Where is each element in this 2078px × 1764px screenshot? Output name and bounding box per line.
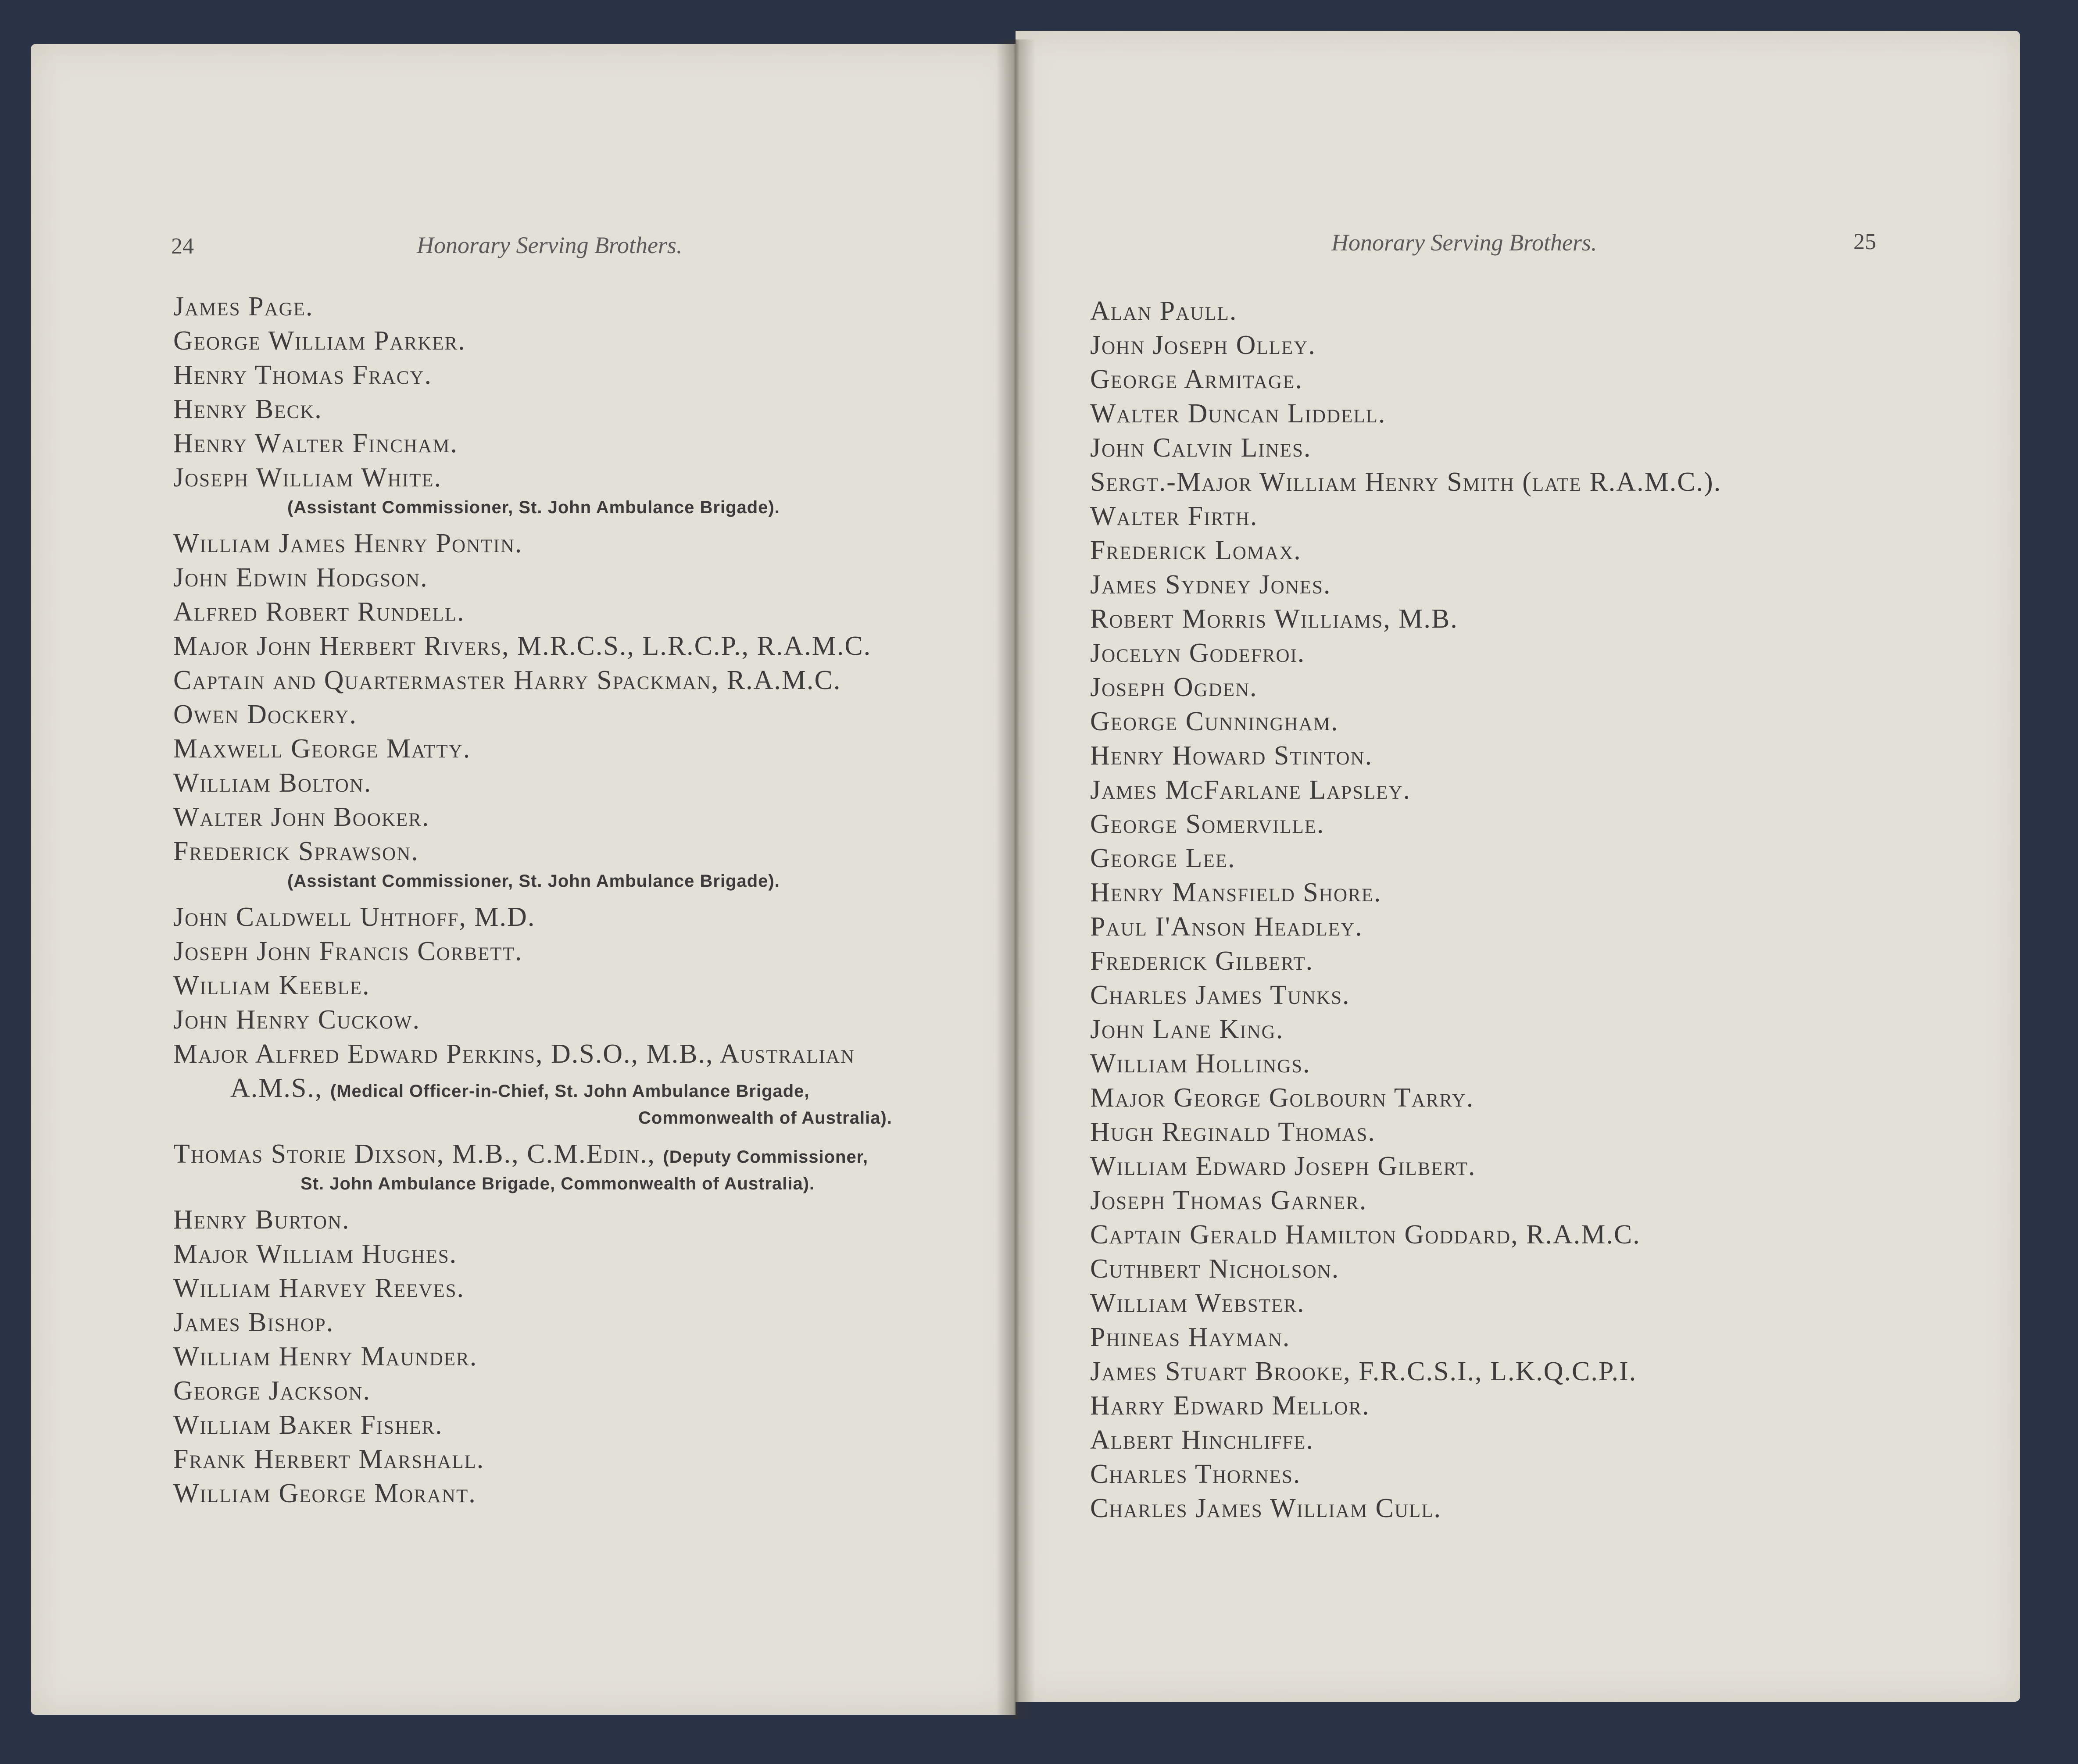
list-item: Alan Paull.	[1090, 296, 1238, 326]
list-item: Maxwell George Matty.	[173, 734, 471, 764]
list-item: George Somerville.	[1090, 809, 1325, 839]
list-item: George William Parker.	[173, 326, 466, 356]
list-item: Frank Herbert Marshall.	[173, 1444, 485, 1474]
running-head: Honorary Serving Brothers.	[1331, 229, 1597, 256]
list-item: William Hollings.	[1090, 1049, 1311, 1078]
list-item: Henry Beck.	[173, 394, 322, 424]
list-item: William Bolton.	[173, 768, 372, 798]
appointment-note: (Assistant Commissioner, St. John Ambulance Brigade).	[287, 871, 780, 891]
list-item: Phineas Hayman.	[1090, 1322, 1291, 1352]
list-item: John Edwin Hodgson.	[173, 563, 428, 593]
list-item: Henry Walter Fincham.	[173, 429, 458, 458]
list-item: John Joseph Olley.	[1090, 330, 1316, 360]
list-item: Henry Thomas Fracy.	[173, 360, 432, 390]
list-item: James Stuart Brooke, F.R.C.S.I., L.K.Q.C.P.I.	[1090, 1357, 1637, 1386]
list-item: Albert Hinchliffe.	[1090, 1425, 1314, 1455]
list-item-continued	[173, 1071, 892, 1105]
list-item: John Calvin Lines.	[1090, 433, 1312, 463]
list-item: Charles James William Cull.	[1090, 1493, 1441, 1523]
list-item: Paul I'Anson Headley.	[1090, 912, 1363, 942]
list-item: Captain Gerald Hamilton Goddard, R.A.M.C.	[1090, 1220, 1641, 1250]
list-item: Harry Edward Mellor.	[1090, 1391, 1370, 1421]
list-item: John Caldwell Uhthoff, M.D.	[173, 902, 536, 932]
list-item: William Baker Fisher.	[173, 1410, 443, 1440]
list-item: William Edward Joseph Gilbert.	[1090, 1151, 1476, 1181]
list-item: Captain and Quartermaster Harry Spackman, R.A.M.C.	[173, 665, 841, 695]
list-item: Frederick Gilbert.	[1090, 946, 1314, 976]
list-item	[173, 1137, 892, 1171]
list-item: Joseph John Francis Corbett.	[173, 936, 523, 966]
list-item: John Henry Cuckow.	[173, 1005, 421, 1035]
book-gutter	[996, 39, 1035, 1719]
list-item: Joseph Ogden.	[1090, 672, 1258, 702]
list-item: Owen Dockery.	[173, 700, 357, 729]
left-page	[31, 44, 1016, 1715]
appointment-note: Commonwealth of Australia).	[638, 1108, 892, 1128]
list-item: Jocelyn Godefroi.	[1090, 638, 1305, 668]
list-item: Walter Firth.	[1090, 501, 1258, 531]
list-item: Major George Golbourn Tarry.	[1090, 1083, 1474, 1113]
list-item: Cuthbert Nicholson.	[1090, 1254, 1340, 1284]
list-item: James McFarlane Lapsley.	[1090, 775, 1411, 805]
list-item-text: A.M.S.,	[230, 1073, 323, 1103]
list-item: Walter John Booker.	[173, 802, 430, 832]
list-item: William George Morant.	[173, 1478, 476, 1508]
list-item: George Jackson.	[173, 1376, 371, 1406]
appointment-note: St. John Ambulance Brigade, Commonwealth of Australia).	[300, 1174, 815, 1193]
list-item: Alfred Robert Rundell.	[173, 597, 465, 627]
list-item-text: Thomas Storie Dixson, M.B., C.M.Edin.,	[173, 1139, 655, 1169]
list-item: Charles James Tunks.	[1090, 980, 1350, 1010]
list-item: Frederick Lomax.	[1090, 536, 1302, 565]
list-item: Major William Hughes.	[173, 1239, 458, 1269]
list-item: George Armitage.	[1090, 364, 1303, 394]
page-number: 24	[171, 234, 194, 259]
running-head: Honorary Serving Brothers.	[417, 232, 683, 258]
list-item: Major Alfred Edward Perkins, D.S.O., M.B., Australian	[173, 1039, 855, 1069]
list-item: Joseph William White.	[173, 463, 442, 493]
list-item: Charles Thornes.	[1090, 1459, 1301, 1489]
list-item: Henry Howard Stinton.	[1090, 741, 1373, 771]
list-item: James Page.	[173, 292, 314, 321]
appointment-note: (Medical Officer-in-Chief, St. John Ambulance Brigade,	[330, 1082, 810, 1101]
list-item: Walter Duncan Liddell.	[1090, 399, 1386, 429]
list-item: George Cunningham.	[1090, 707, 1339, 736]
list-item: William James Henry Pontin.	[173, 528, 523, 558]
list-item: Joseph Thomas Garner.	[1090, 1186, 1367, 1215]
page-number: 25	[1853, 229, 1876, 254]
list-item: James Bishop.	[173, 1307, 334, 1337]
list-item: William Henry Maunder.	[173, 1342, 478, 1371]
list-item: Sergt.-Major William Henry Smith (late R.A.M.C.).	[1090, 467, 1722, 497]
list-item: John Lane King.	[1090, 1014, 1284, 1044]
appointment-note: (Deputy Commissioner,	[663, 1147, 869, 1167]
list-item: William Keeble.	[173, 971, 370, 1000]
list-item: Henry Mansfield Shore.	[1090, 878, 1382, 907]
name-list	[1090, 294, 1721, 1525]
list-item: William Webster.	[1090, 1288, 1305, 1318]
list-item: Henry Burton.	[173, 1205, 350, 1235]
list-item: Robert Morris Williams, M.B.	[1090, 604, 1458, 634]
list-item: Major John Herbert Rivers, M.R.C.S., L.R.C.P., R.A.M.C.	[173, 631, 872, 661]
list-item: George Lee.	[1090, 843, 1236, 873]
appointment-note: (Assistant Commissioner, St. John Ambulance Brigade).	[287, 498, 780, 517]
list-item: Frederick Sprawson.	[173, 836, 419, 866]
name-list	[173, 289, 892, 1510]
list-item: Hugh Reginald Thomas.	[1090, 1117, 1376, 1147]
list-item: William Harvey Reeves.	[173, 1273, 465, 1303]
list-item: James Sydney Jones.	[1090, 570, 1331, 600]
right-page	[1016, 31, 2020, 1702]
